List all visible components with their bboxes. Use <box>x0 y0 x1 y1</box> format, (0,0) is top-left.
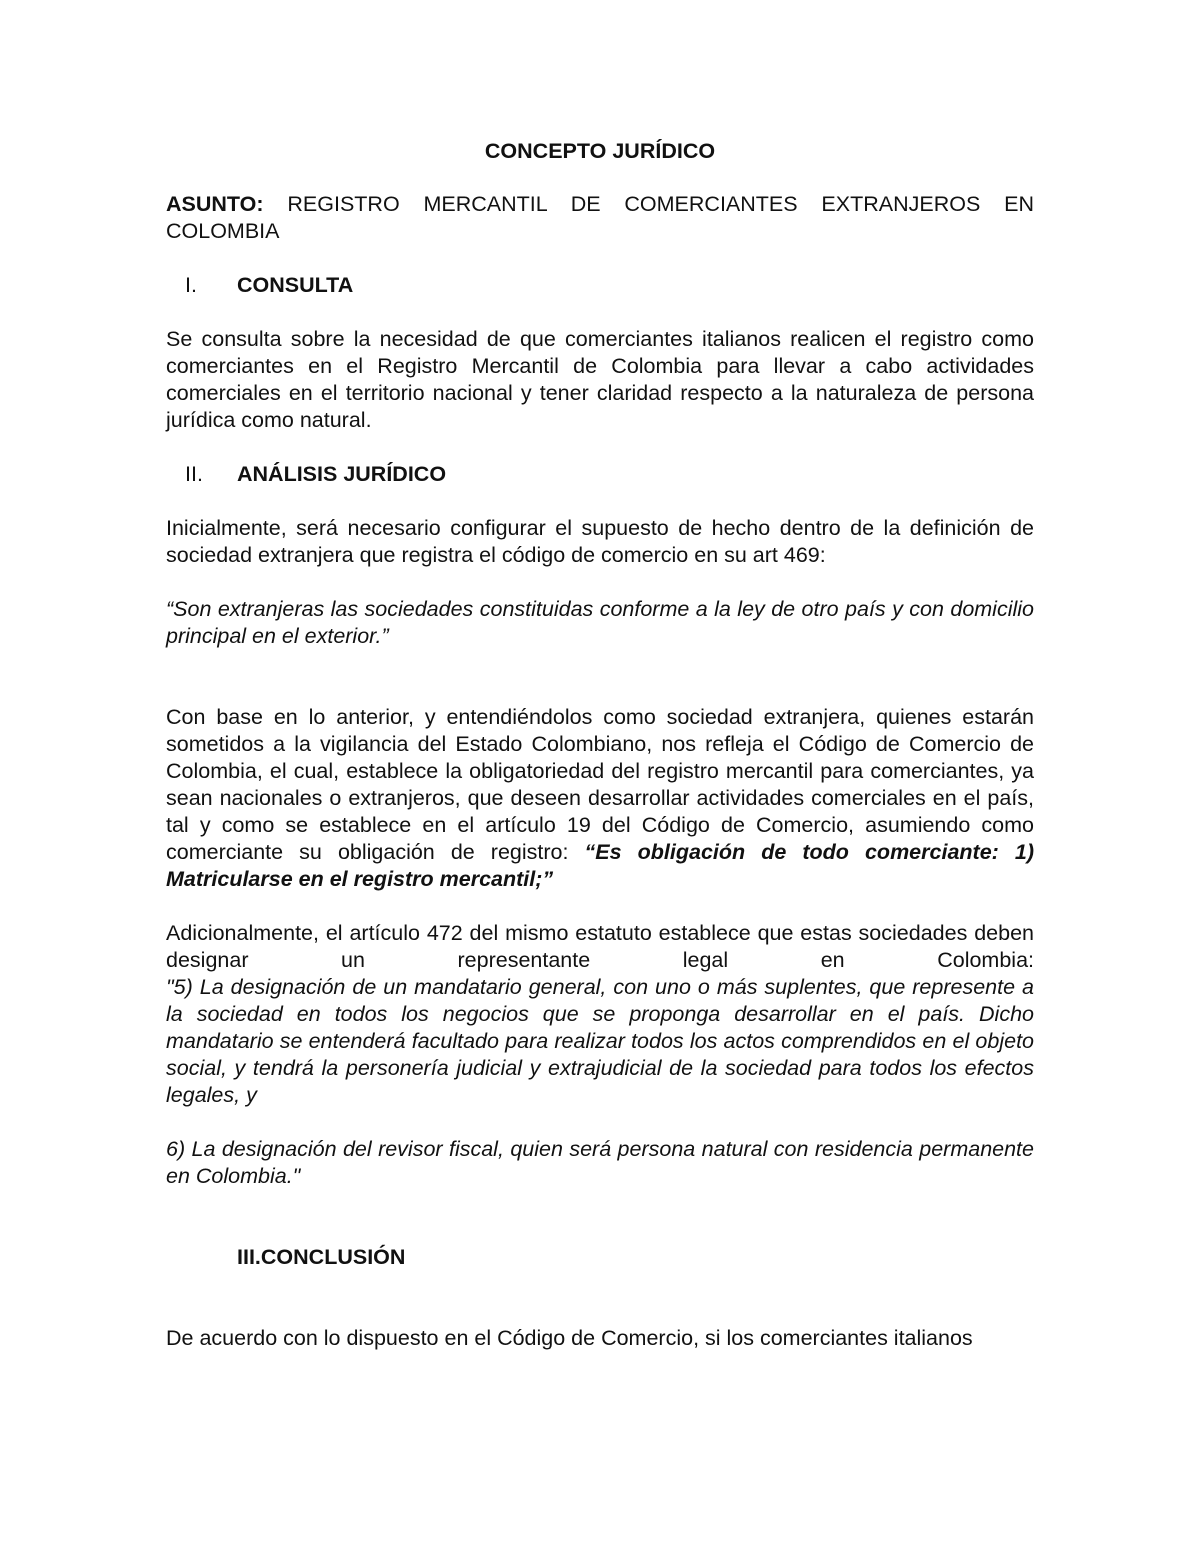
analisis-intro-paragraph: Inicialmente, será necesario configurar el supuesto de hecho dentro de la definición de sociedad extranjera que registra el código de comercio en su art 469: <box>166 516 1034 567</box>
spacer <box>166 1190 1034 1244</box>
section-title: ANÁLISIS JURÍDICO <box>237 462 447 486</box>
art472-paragraph <box>166 920 1034 1109</box>
art19-quote: “Es obligación de todo comerciante: 1) Matricularse en el registro mercantil;” <box>166 840 1034 891</box>
section-number: I. <box>185 273 197 297</box>
spacer <box>166 1298 1034 1325</box>
asunto-paragraph <box>166 191 1034 245</box>
document-title: CONCEPTO JURÍDICO <box>484 139 716 163</box>
art469-quote: “Son extranjeras las sociedades constituidas conforme a la ley de otro país y con domicilio principal en el exterior.” <box>166 597 1034 648</box>
art472-quote-5: "5) La designación de un mandatario general, con uno o más suplentes, que represente a la sociedad en todos los negocios que se proponga desarrollar en el país. Dicho mandatario se entenderá facultado para realizar todos los actos comprendidos en el objeto social, y tendrá la personería judicial y extrajudicial de la sociedad para todos los efectos legales, y <box>166 975 1034 1107</box>
art19-text: Con base en lo anterior, y entendiéndolos como sociedad extranjera, quienes estarán sometidos a la vigilancia del Estado Colombiano, nos refleja el Código de Comercio de Colombia, el cual, establece la obligatoriedad del registro mercantil para comerciantes, ya sean nacionales o extranjeros, que deseen desarrollar actividades comerciales en el país, tal y como se establece en el artículo 19 del Código de Comercio, asumiendo como comerciante su obligación de registro: <box>166 705 1034 864</box>
section-heading-consulta <box>166 272 1034 299</box>
art472-intro: Adicionalmente, el artículo 472 del mismo estatuto establece que estas sociedades deben designar un representante legal en Colombia: <box>166 921 1034 972</box>
conclusion-paragraph: De acuerdo con lo dispuesto en el Código de Comercio, si los comerciantes italianos <box>166 1326 973 1350</box>
art19-paragraph <box>166 704 1034 893</box>
section-heading-analisis <box>166 461 1034 488</box>
section-title: CONSULTA <box>237 273 354 297</box>
art472-quote-6: 6) La designación del revisor fiscal, quien será persona natural con residencia permanente en Colombia." <box>166 1137 1034 1188</box>
asunto-text: REGISTRO MERCANTIL DE COMERCIANTES EXTRANJEROS EN COLOMBIA <box>166 192 1034 243</box>
document-body <box>166 138 1034 1352</box>
spacer <box>166 1109 1034 1136</box>
asunto-label: ASUNTO: <box>166 192 264 216</box>
spacer <box>166 650 1034 704</box>
section-number: II. <box>185 462 203 486</box>
consulta-paragraph: Se consulta sobre la necesidad de que comerciantes italianos realicen el registro como comerciantes en el Registro Mercantil de Colombia para llevar a cabo actividades comerciales en el territorio nacional y tener claridad respecto a la naturaleza de persona jurídica como natural. <box>166 327 1034 432</box>
section-heading-conclusion: III.CONCLUSIÓN <box>237 1245 406 1269</box>
